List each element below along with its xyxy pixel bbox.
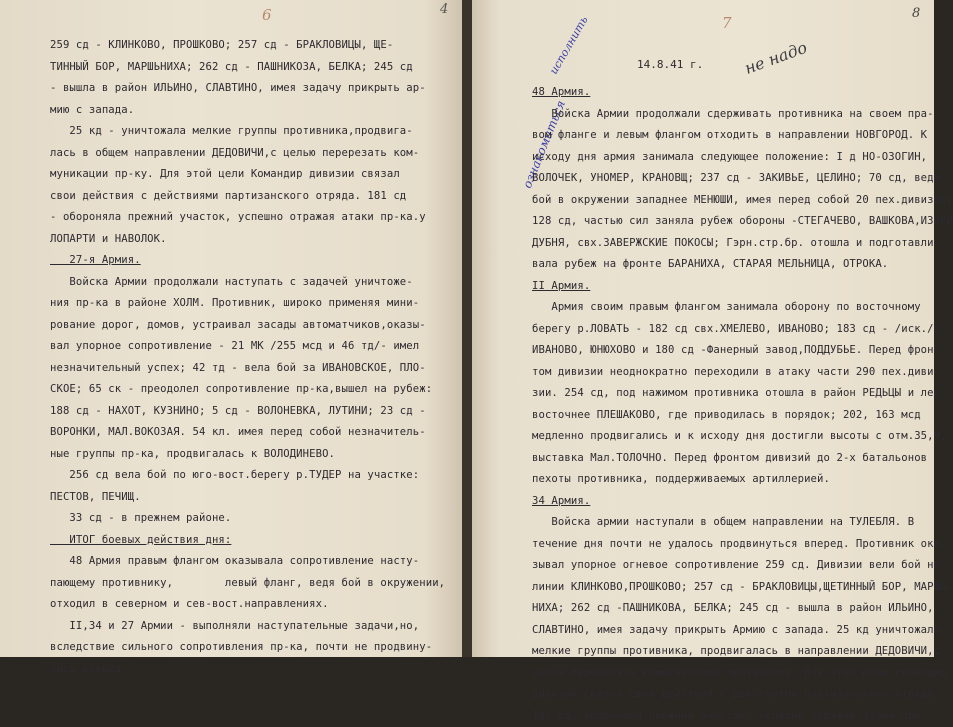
text-line: вал упорное сопротивление - 21 МК /255 мсд и 46 тд/- имел xyxy=(50,336,445,358)
text-line: зывал упорное огневое сопротивление 259 сд. Дивизии вели бой на xyxy=(532,555,953,577)
text-line: 27-я Армия. xyxy=(50,250,445,272)
text-line: мелкие группы противника, продвигалась в направлении ДЕДОВИЧИ,с xyxy=(532,641,953,663)
text-line: ДУБНЯ, свх.ЗАВЕРЖСКИЕ ПОКОСЫ; Гэрн.стр.бр. отошла и подготавли- xyxy=(532,233,953,255)
text-line: пающему противнику, левый фланг, ведя бой в окружении, xyxy=(50,573,445,595)
text-line: лись вперед. xyxy=(50,659,445,681)
left-corner-mark: 4 xyxy=(440,2,448,17)
text-line: ТИННЫЙ БОР, МАРШЬНИХА; 262 сд - ПАШНИКОЗА, БЕЛКА; 245 сд xyxy=(50,57,445,79)
right-page-text xyxy=(532,82,953,727)
text-line: отходил в северном и сев-вост.направлениях. xyxy=(50,594,445,616)
handwritten-note-right: не надо xyxy=(742,38,810,78)
text-line: муникации пр-ку. Для этой цели Командир дивизии связал xyxy=(50,164,445,186)
text-line: вала рубеж на фронте БАРАНИХА, СТАРАЯ МЕЛЬНИЦА, ОТРОКА. xyxy=(532,254,953,276)
text-line: 128 сд, частью сил заняла рубеж обороны -СТЕГАЧЕВО, ВАШКОВА,ИЗОРИ xyxy=(532,211,953,233)
text-line: 48 Армия правым флангом оказывала сопротивление насту- xyxy=(50,551,445,573)
text-line: восточнее ПЛЕШАКОВО, где приводилась в порядок; 202, 163 мсд xyxy=(532,405,953,427)
left-page-number: 6 xyxy=(262,6,272,24)
book-gutter xyxy=(462,0,472,657)
text-line: Армия своим правым флангом занимала оборону по восточному xyxy=(532,297,953,319)
text-line: ИВАНОВО, ЮНЮХОВО и 180 сд -Фанерный завод,ПОДДУБЬЕ. Перед фрон- xyxy=(532,340,953,362)
text-line: 188 сд - НАХОТ, КУЗНИНО; 5 сд - ВОЛОНЕВКА, ЛУТИНИ; 23 сд - xyxy=(50,401,445,423)
text-line: НИХА; 262 сд -ПАШНИКОВА, БЕЛКА; 245 сд - вышла в район ИЛЬИНО, xyxy=(532,598,953,620)
text-line: Войска армии наступали в общем направлении на ТУЛЕБЛЯ. В xyxy=(532,512,953,534)
text-line: целью перерезать коммуникации противнику. Для этой цели командир xyxy=(532,663,953,685)
text-line: Войска Армии продолжали сдерживать противника на своем пра- xyxy=(532,104,953,126)
text-line: свои действия с действиями партизанского отряда. 181 сд xyxy=(50,186,445,208)
text-line: том дивизии неоднократно переходили в атаку части 290 пех.диви- xyxy=(532,362,953,384)
text-line: 25 кд - уничтожала мелкие группы противника,продвига- xyxy=(50,121,445,143)
text-line: 181 сд, обороняла прежний участок, успешно отражая атаки про- xyxy=(532,706,953,727)
text-line: 34 Армия. xyxy=(532,491,953,513)
text-line: рование дорог, домов, устраивал засады автоматчиков,оказы- xyxy=(50,315,445,337)
text-line: медленно продвигались и к исходу дня достигли высоты с отм.35,9, xyxy=(532,426,953,448)
text-line: ВОЛОЧЕК, УНОМЕР, КРАНОВЩ; 237 сд - ЗАКИВЬЕ, ЦЕЛИНО; 70 сд, веда xyxy=(532,168,953,190)
left-page-text xyxy=(50,35,445,680)
text-line: исходу дня армия занимала следующее положение: I д НО-ОЗОГИН, xyxy=(532,147,953,169)
text-line: - вышла в район ИЛЬИНО, СЛАВТИНО, имея задачу прикрыть ар- xyxy=(50,78,445,100)
text-line: 48 Армия. xyxy=(532,82,953,104)
text-line: бой в окружении западнее МЕНЮШИ, имея перед собой 20 пех.дивизия; xyxy=(532,190,953,212)
text-line: ВОРОНКИ, МАЛ.ВОКОЗАЯ. 54 кл. имея перед собой незначитель- xyxy=(50,422,445,444)
right-page-number: 7 xyxy=(722,14,732,32)
text-line: мию с запада. xyxy=(50,100,445,122)
text-line: ные группы пр-ка, продвигалась к ВОЛОДИНЕВО. xyxy=(50,444,445,466)
text-line: - обороняла прежний участок, успешно отражая атаки пр-ка.у xyxy=(50,207,445,229)
text-line: вом фланге и левым флангом отходить в направлении НОВГОРОД. К xyxy=(532,125,953,147)
text-line: СЛАВТИНО, имея задачу прикрыть Армию с запада. 25 кд уничтожала xyxy=(532,620,953,642)
text-line: незначительный успех; 42 тд - вела бой за ИВАНОВСКОЕ, ПЛО- xyxy=(50,358,445,380)
text-line: ИТОГ боевых действия дня: xyxy=(50,530,445,552)
document-date: 14.8.41 г. xyxy=(637,58,703,71)
text-line: дивизии связал свои действия с действиями партизанского отряда xyxy=(532,684,953,706)
text-line: линии КЛИНКОВО,ПРОШКОВО; 257 сд - БРАКЛОВИЦЫ,ЩЕТИННЫЙ БОР, МАРШЬ- xyxy=(532,577,953,599)
text-line: II Армия. xyxy=(532,276,953,298)
text-line: ния пр-ка в районе ХОЛМ. Противник, широко применяя мини- xyxy=(50,293,445,315)
text-line: течение дня почти не удалось продвинуться вперед. Противник ока- xyxy=(532,534,953,556)
text-line: СКОЕ; 65 ск - преодолел сопротивление пр-ка,вышел на рубеж: xyxy=(50,379,445,401)
handwritten-note-top: исполнить xyxy=(547,14,591,77)
text-line: ПЕСТОВ, ПЕЧИЩ. xyxy=(50,487,445,509)
text-line: 256 сд вела бой по юго-вост.берегу р.ТУДЕР на участке: xyxy=(50,465,445,487)
right-corner-mark: 8 xyxy=(912,6,920,21)
text-line: 33 сд - в прежнем районе. xyxy=(50,508,445,530)
text-line: лась в общем направлении ДЕДОВИЧИ,с целью перерезать ком- xyxy=(50,143,445,165)
text-line: выставка Мал.ТОЛОЧНО. Перед фронтом дивизий до 2-х батальонов xyxy=(532,448,953,470)
text-line: вследствие сильного сопротивления пр-ка, почти не продвину- xyxy=(50,637,445,659)
text-line: пехоты противника, поддерживаемых артиллерией. xyxy=(532,469,953,491)
text-line: зии. 254 сд, под нажимом противника отошла в район РЕДЬЦЫ и лес xyxy=(532,383,953,405)
text-line: 259 сд - КЛИНКОВО, ПРОШКОВО; 257 сд - БРАКЛОВИЦЫ, ЩЕ- xyxy=(50,35,445,57)
left-page xyxy=(0,0,462,657)
text-line: Войска Армии продолжали наступать с задачей уничтоже- xyxy=(50,272,445,294)
text-line: ЛОПАРТИ и НАВОЛОК. xyxy=(50,229,445,251)
handwritten-note-left: ознакомиться xyxy=(520,98,568,190)
text-line: берегу р.ЛОВАТЬ - 182 сд свх.ХМЕЛЕВО, ИВАНОВО; 183 сд - /иск./ xyxy=(532,319,953,341)
text-line: II,34 и 27 Армии - выполняли наступательные задачи,но, xyxy=(50,616,445,638)
right-page xyxy=(472,0,934,657)
